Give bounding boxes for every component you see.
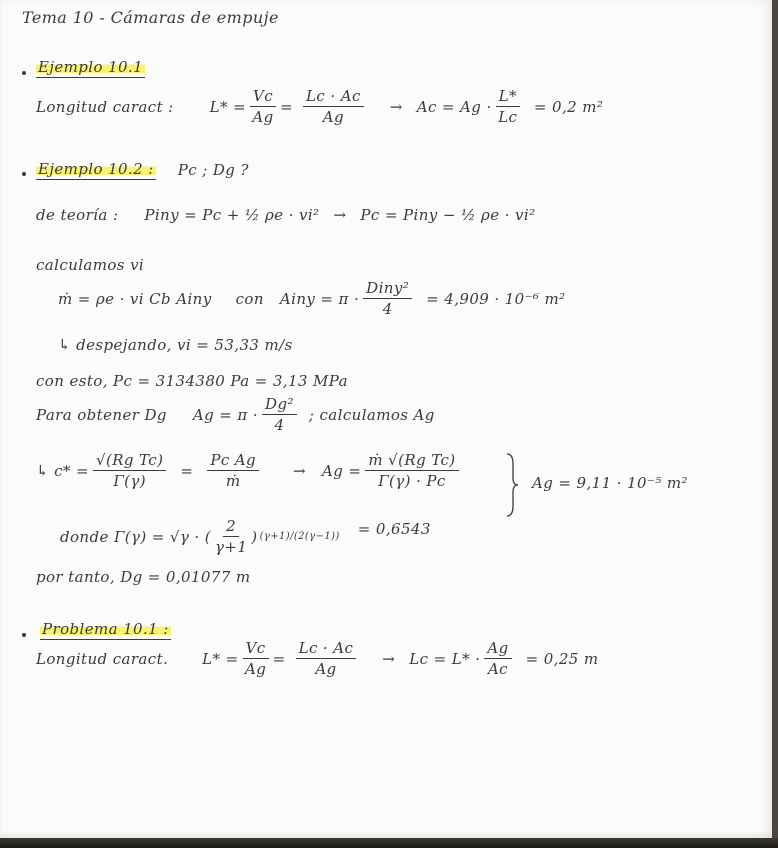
pc-result: con esto, Pc = 3134380 Pa = 3,13 MPa (36, 372, 348, 390)
equation-cstar: ↳ c* = $\frac{\text{√(Rg Tc)}}{\Gamma(\gamma)}$ = $\frac{\text{Pc Ag}}{\text{ṁ}}$ → Ag = $\frac{\text{ṁ √(Rg Tc)}}{\Gamma(\gamma) \cdot Pc}$ (36, 452, 463, 489)
page-edge-shadow (0, 838, 778, 848)
heading-ejemplo-10-1 (36, 58, 145, 76)
fraction: $\frac{\text{ṁ √(Rg Tc)}}{\Gamma(\gamma) \cdot Pc}$ (365, 452, 458, 489)
right-brace-icon (505, 452, 519, 518)
ag2-lhs: Ag = (322, 461, 362, 480)
fraction: $\frac{Vc}{Ag}$ (250, 88, 276, 125)
equation-gamma: donde Γ(γ) = √γ · ( $\frac{2}{\gamma+1}$ ) (γ+1)/(2(γ−1)) = 0,6543 (60, 517, 431, 556)
pc-expression: Pc = Piny − ½ ρe · vi² (360, 206, 536, 224)
gamma-def: donde Γ(γ) = √γ · ( (60, 527, 212, 546)
equation-teoria (36, 206, 536, 224)
heading-text: Ejemplo 10.1 (38, 58, 144, 76)
fraction: $\frac{\text{Pc Ag}}{\text{ṁ}}$ (207, 452, 259, 489)
ag-result: Ag = 9,11 · 10⁻⁵ m² (532, 474, 688, 492)
fraction: $\frac{Ag}{Ac}$ (484, 640, 511, 677)
fraction: $\frac{Lc \cdot Ac}{Ag}$ (296, 640, 357, 677)
equation-ag-area (36, 396, 435, 433)
lhs: L* = (209, 97, 247, 116)
arrow: → (382, 649, 396, 668)
fraction: $\frac{Vc}{Ag}$ (243, 640, 269, 677)
dg-result: por tanto, Dg = 0,01077 m (36, 568, 251, 586)
bullet (22, 633, 26, 637)
heading-ejemplo-10-2 (36, 160, 249, 180)
mdot-eq: ṁ = ρe · vi Cb Ainy (58, 289, 212, 308)
arrow: → (293, 461, 306, 480)
arrow: → (389, 97, 403, 116)
ainy-value: = 4,909 · 10⁻⁶ m² (426, 289, 566, 308)
result-lhs: Lc = L* · (409, 649, 481, 668)
bernoulli-eq: Piny = Pc + ½ ρe · vi² (144, 206, 320, 224)
result-lhs: Ac = Ag · (416, 97, 492, 116)
arrow: → (333, 206, 347, 224)
gamma-exponent: (γ+1)/(2(γ−1)) (259, 531, 340, 542)
fraction: $\frac{\text{Diny²}}{4}$ (363, 280, 412, 317)
heading-problema-10-1 (40, 620, 171, 638)
bullet (22, 172, 26, 176)
fraction: $\frac{Lc \cdot Ac}{Ag}$ (303, 88, 364, 125)
label: Para obtener Dg (36, 405, 167, 424)
question: Pc ; Dg ? (177, 161, 249, 179)
result: = 0,25 m (525, 649, 599, 668)
page-title: Tema 10 - Cámaras de empuje (22, 8, 279, 27)
equation-mdot (58, 280, 566, 317)
lhs: L* = (202, 649, 239, 668)
fraction: $\frac{2}{\gamma+1}$ (215, 517, 248, 556)
equation-longitud-caract-1: Longitud caract : L* = $\frac{Vc}{Ag}$ = $\frac{Lc \cdot Ac}{Ag}$ → Ac = Ag · $\frac{L*}{Lc}$ = 0,2 m² (36, 87, 604, 126)
result: = 0,2 m² (533, 97, 604, 116)
heading-text: Problema 10.1 : (42, 620, 169, 638)
heading-text: Ejemplo 10.2 : (38, 160, 154, 178)
equation-longitud-caract-2: Longitud caract. L* = $\frac{Vc}{Ag}$ = $\frac{Lc \cdot Ac}{Ag}$ → Lc = L* · $\frac{Ag}{Ac}$ = 0,25 m (36, 639, 599, 678)
ainy-lhs: Ainy = π · (279, 289, 360, 308)
con: con (235, 289, 264, 308)
cstar-lhs: ↳ c* = (36, 461, 89, 480)
fraction: $\frac{\text{√(Rg Tc)}}{\Gamma(\gamma)}$ (93, 452, 166, 489)
ag-lhs: Ag = π · (192, 405, 259, 424)
label: Longitud caract. (36, 649, 169, 668)
label: Longitud caract : (36, 97, 174, 116)
bullet (22, 71, 26, 75)
label: de teoría : (36, 206, 119, 224)
fraction: $\frac{\text{Dg²}}{4}$ (262, 396, 297, 433)
calc-vi-label: calculamos vi (36, 256, 145, 274)
gamma-value: = 0,6543 (357, 519, 431, 538)
fraction: $\frac{L*}{Lc}$ (496, 88, 520, 125)
ag-calc: ; calculamos Ag (308, 405, 435, 424)
despejando-vi: ↳ despejando, vi = 53,33 m/s (58, 336, 293, 354)
